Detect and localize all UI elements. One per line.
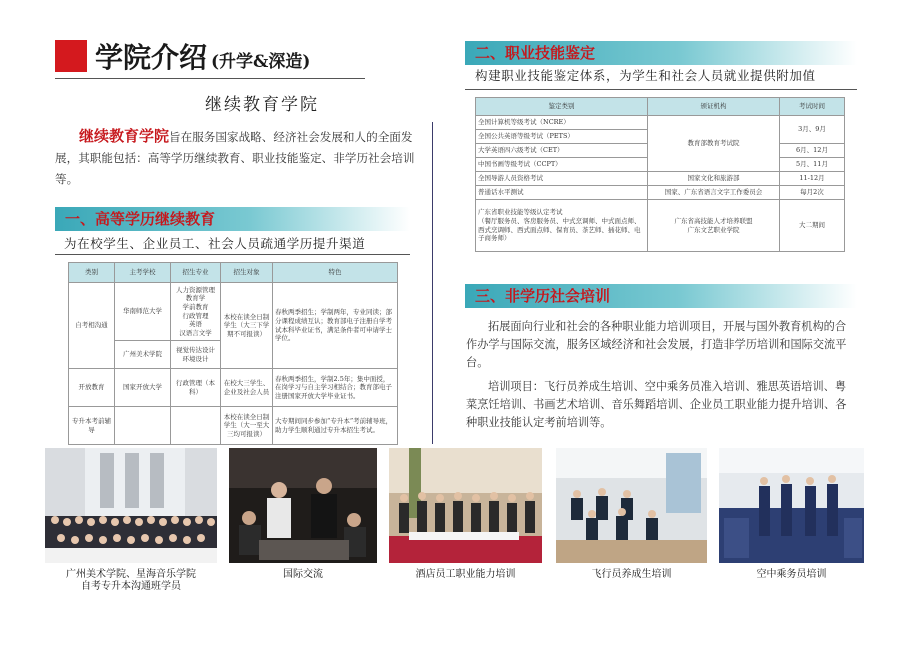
section2-banner (465, 41, 857, 65)
table-cell-time: 6月、12月 (780, 144, 845, 158)
photo-caption: 空中乘务员培训 (756, 569, 827, 580)
section3-paragraph-2: 培训项目：飞行员养成生培训、空中乘务员准入培训、雅思英语培训、粤菜烹饪培训、书画艺术培训、音乐舞蹈培训、企业员工职业能力提升培训、各种职业技能认定考前培训等。 (466, 380, 847, 429)
page-title (95, 36, 310, 76)
table-row (69, 283, 398, 341)
table-cell-type: 普通话水平测试 (476, 186, 648, 200)
table-cell-org: 广东省高技能人才培养联盟 广东文艺职业学院 (648, 200, 780, 252)
table-cell-org: 国家、广东省语言文字工作委员会 (648, 186, 780, 200)
table-cell-time: 5月、11月 (780, 158, 845, 172)
table-row (476, 186, 845, 200)
table-cell-type: 大学英语四六级考试（CET） (476, 144, 648, 158)
intro-paragraph (55, 126, 420, 190)
photo-group-students (45, 448, 217, 563)
table-header-cell: 类别 (69, 263, 115, 283)
hotel-photo-icon (389, 448, 542, 563)
section3-banner (465, 284, 857, 308)
photo-cabin-crew-training (719, 448, 864, 563)
table-cell-category: 自考相沟通 (69, 283, 115, 369)
college-name: 继续教育学院 (205, 95, 319, 115)
section2-subtitle: 构建职业技能鉴定体系，为学生和社会人员就业提供附加值 (475, 68, 816, 83)
section1-rule (55, 254, 410, 255)
table-cell-time: 每月2次 (780, 186, 845, 200)
photo-hotel-training (389, 448, 542, 563)
section1-title: 一、高等学历继续教育 (65, 210, 216, 228)
table-cell-category: 专升本考前辅导 (69, 407, 115, 445)
table-row (476, 172, 845, 186)
table-cell-category: 开放教育 (69, 369, 115, 407)
photo-caption: 国际交流 (283, 569, 323, 580)
education-table (68, 262, 398, 445)
column-divider (432, 122, 433, 444)
skills-table (475, 97, 845, 252)
intro-text: 旨在服务国家战略、经济社会发展和人的全面发展，其职能包括：高等学历继续教育、职业技能鉴定、非学历社会培训等。 (55, 130, 415, 186)
section3-paragraph-1: 拓展面向行业和社会的各种职业能力培训项目，开展与国外教育机构的合作办学与国际交流，服务区域经济和社会发展，打造非学历培训和国际交流平台。 (466, 320, 847, 369)
table-cell-time: 11-12月 (780, 172, 845, 186)
photo-caption: 酒店员工职业能力培训 (415, 569, 516, 580)
table-row (476, 116, 845, 130)
exchange-photo-icon (229, 448, 377, 563)
photo-caption: 广州美术学院、星海音乐学院 自考专升本沟通班学员 (66, 569, 196, 592)
section2-rule (465, 89, 857, 90)
page-title-text: 学院介绍 (95, 41, 208, 74)
table-header-cell: 招生专业 (171, 263, 221, 283)
table-cell-type: 全国公共英语等级考试（PETS） (476, 130, 648, 144)
table-cell-target: 本校在读全日制学生（大三下学期不可报读） (221, 283, 273, 369)
table-header-cell: 鉴定类别 (476, 98, 648, 116)
page-subtitle: (升学&深造) (211, 52, 311, 72)
title-divider (55, 78, 365, 79)
table-cell-majors: 视觉传达设计环境设计 (171, 341, 221, 369)
table-header-cell: 招生对象 (221, 263, 273, 283)
cabin-photo-icon (719, 448, 864, 563)
table-cell-type: 全国导游人员资格考试 (476, 172, 648, 186)
table-cell-org: 教育部教育考试院 (648, 116, 780, 172)
photo-caption: 飞行员养成生培训 (591, 569, 672, 580)
photo-pilot-training (556, 448, 707, 563)
table-cell-majors: 人力资源管理 教育学 学前教育 行政管理 英语 汉语言文学 (171, 283, 221, 341)
table-cell-school: 国家开放大学 (115, 369, 171, 407)
table-cell-school (115, 407, 171, 445)
table-row (69, 407, 398, 445)
table-cell-feature: 春秋两季招生，学制2.5年；集中面授，在岗学习与自主学习相结合；教育部电子注册国家开放大学毕业证书。 (273, 369, 398, 407)
table-cell-org: 国家文化和旅游部 (648, 172, 780, 186)
table-cell-type: 中国书画等级考试（CCPT） (476, 158, 648, 172)
table-cell-time: 3月、9月 (780, 116, 845, 144)
section1-banner (55, 207, 410, 231)
table-cell-type: 广东省职业技能等级认定考试 （餐厅服务员、客房服务员、中式烹调师、中式面点师、西式烹调师、西式面点师、保育员、茶艺师、插花师、电子商务师） (476, 200, 648, 252)
section1-subtitle: 为在校学生、企业员工、社会人员疏通学历提升渠道 (64, 236, 366, 251)
table-row (476, 200, 845, 252)
group-photo-icon (45, 448, 217, 563)
table-header-cell: 特色 (273, 263, 398, 283)
table-header-cell: 主考学校 (115, 263, 171, 283)
table-cell-school: 华南师范大学 (115, 283, 171, 341)
table-header-cell: 考试时间 (780, 98, 845, 116)
table-cell-type: 全国计算机等级考试（NCRE） (476, 116, 648, 130)
photo-international-exchange (229, 448, 377, 563)
table-header-cell: 颁证机构 (648, 98, 780, 116)
table-cell-target: 本校在读全日制学生（大一至大三均可报读） (221, 407, 273, 445)
table-header-row (476, 98, 845, 116)
table-cell-school: 广州美术学院 (115, 341, 171, 369)
table-cell-target: 在校大三学生、企业及社会人员 (221, 369, 273, 407)
section3-title: 三、非学历社会培训 (475, 287, 611, 305)
table-row (69, 369, 398, 407)
table-cell-majors (171, 407, 221, 445)
table-cell-feature: 大专期间同步参加“专升本”考前辅导班，助力学生顺利通过专升本招生考试。 (273, 407, 398, 445)
classroom-photo-icon (556, 448, 707, 563)
table-cell-feature: 春秋两季招生；学制两年，专业同读；部分课程成绩互认；教育部电子注册自学考试本科毕业证书，满足条件者可申请学士学位。 (273, 283, 398, 369)
section2-title: 二、职业技能鉴定 (475, 44, 596, 62)
table-cell-majors: 行政管理（本科） (171, 369, 221, 407)
table-header-row (69, 263, 398, 283)
intro-highlight: 继续教育学院 (79, 127, 170, 145)
title-accent-square (55, 40, 87, 72)
table-cell-time: 大二期间 (780, 200, 845, 252)
